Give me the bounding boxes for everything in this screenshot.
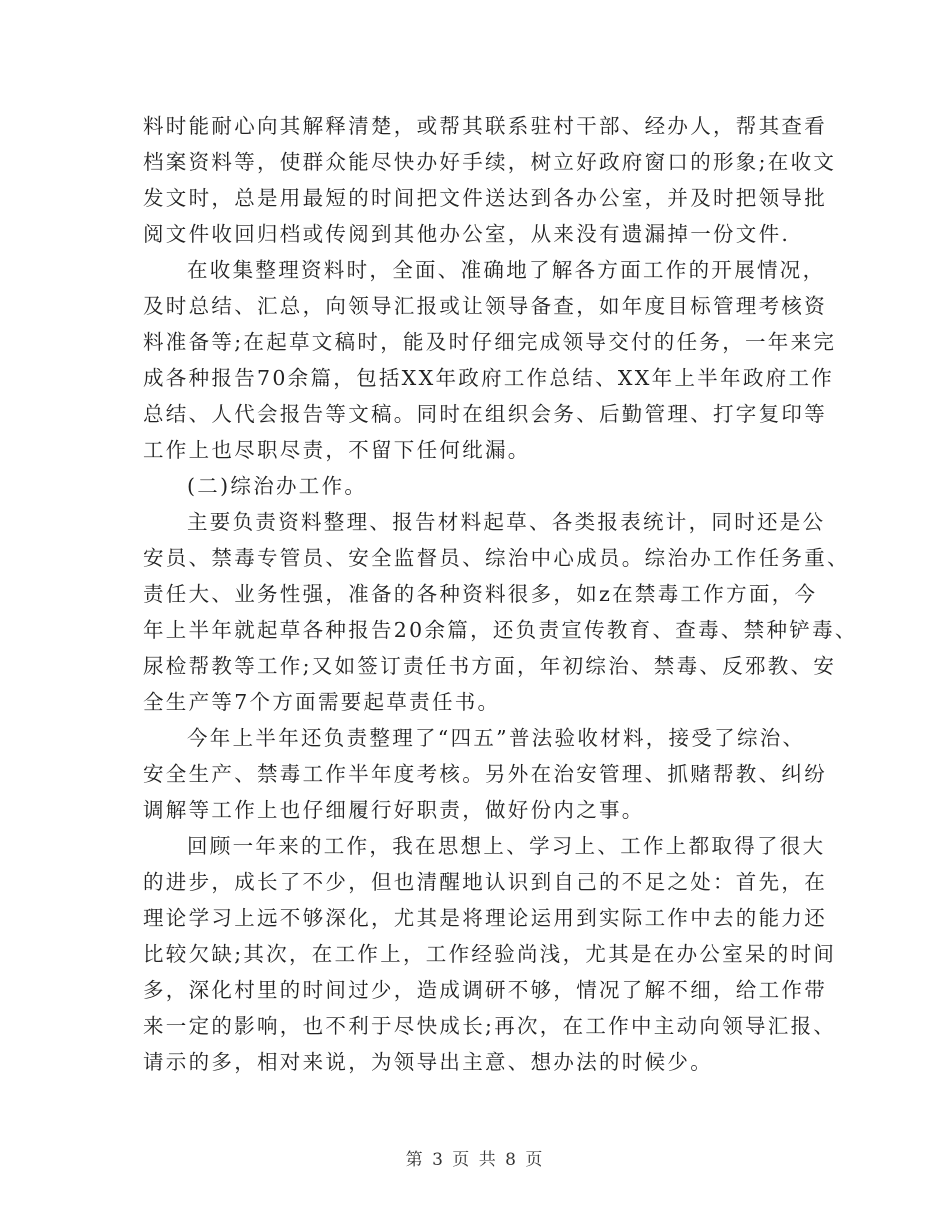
text-line: 档案资料等，使群众能尽快办好手续，树立好政府窗口的形象;在收文 xyxy=(143,150,837,174)
text-line: 请示的多，相对来说，为领导出主意、想办法的时候少。 xyxy=(143,1050,713,1074)
text-line: 主要负责资料整理、报告材料起草、各类报表统计，同时还是公 xyxy=(187,510,826,534)
text-line: 阅文件收回归档或传阅到其他办公室，从来没有遗漏掉一份文件. xyxy=(143,222,791,246)
text-line: 今年上半年还负责整理了“四五”普法验收材料，接受了综治、 xyxy=(187,726,806,750)
text-line: 成各种报告70余篇，包括XX年政府工作总结、XX年上半年政府工作 xyxy=(143,366,835,390)
text-line: 来一定的影响，也不利于尽快成长;再次，在工作中主动向领导汇报、 xyxy=(143,1014,837,1038)
text-line: 理论学习上远不够深化，尤其是将理论运用到实际工作中去的能力还 xyxy=(143,906,827,930)
text-line: 尿检帮教等工作;又如签订责任书方面，年初综治、禁毒、反邪教、安 xyxy=(143,654,837,678)
text-line: 安全生产、禁毒工作半年度考核。另外在治安管理、抓赌帮教、纠纷 xyxy=(143,762,827,786)
text-line: 工作上也尽职尽责，不留下任何纰漏。 xyxy=(143,438,531,462)
text-line: 及时总结、汇总，向领导汇报或让领导备查，如年度目标管理考核资 xyxy=(143,294,827,318)
text-line: (二)综治办工作。 xyxy=(187,474,368,498)
text-line: 在收集整理资料时，全面、准确地了解各方面工作的开展情况， xyxy=(187,258,826,282)
text-line: 发文时，总是用最短的时间把文件送达到各办公室，并及时把领导批 xyxy=(143,186,827,210)
text-line: 比较欠缺;其次，在工作上，工作经验尚浅，尤其是在办公室呆的时间 xyxy=(143,942,837,966)
text-line: 料时能耐心向其解释清楚，或帮其联系驻村干部、经办人，帮其查看 xyxy=(143,114,827,138)
text-line: 年上半年就起草各种报告20余篇，还负责宣传教育、查毒、禁种铲毒、 xyxy=(143,618,858,642)
text-line: 全生产等7个方面需要起草责任书。 xyxy=(143,690,501,714)
text-line: 多，深化村里的时间过少，造成调研不够，情况了解不细，给工作带 xyxy=(143,978,827,1002)
text-line: 安员、禁毒专管员、安全监督员、综治中心成员。综治办工作任务重、 xyxy=(143,546,850,570)
page-number: 第 3 页 共 8 页 xyxy=(405,1150,545,1170)
text-line: 调解等工作上也仔细履行好职责，做好份内之事。 xyxy=(143,798,645,822)
text-line: 总结、人代会报告等文稿。同时在组织会务、后勤管理、打字复印等 xyxy=(143,402,827,426)
text-line: 的进步，成长了不少，但也清醒地认识到自己的不足之处：首先，在 xyxy=(143,870,827,894)
text-line: 责任大、业务性强，准备的各种资料很多，如z在禁毒工作方面，今 xyxy=(143,582,818,606)
text-line: 回顾一年来的工作，我在思想上、学习上、工作上都取得了很大 xyxy=(187,834,826,858)
text-line: 料准备等;在起草文稿时，能及时仔细完成领导交付的任务，一年来完 xyxy=(143,330,837,354)
document-body xyxy=(143,108,858,1080)
